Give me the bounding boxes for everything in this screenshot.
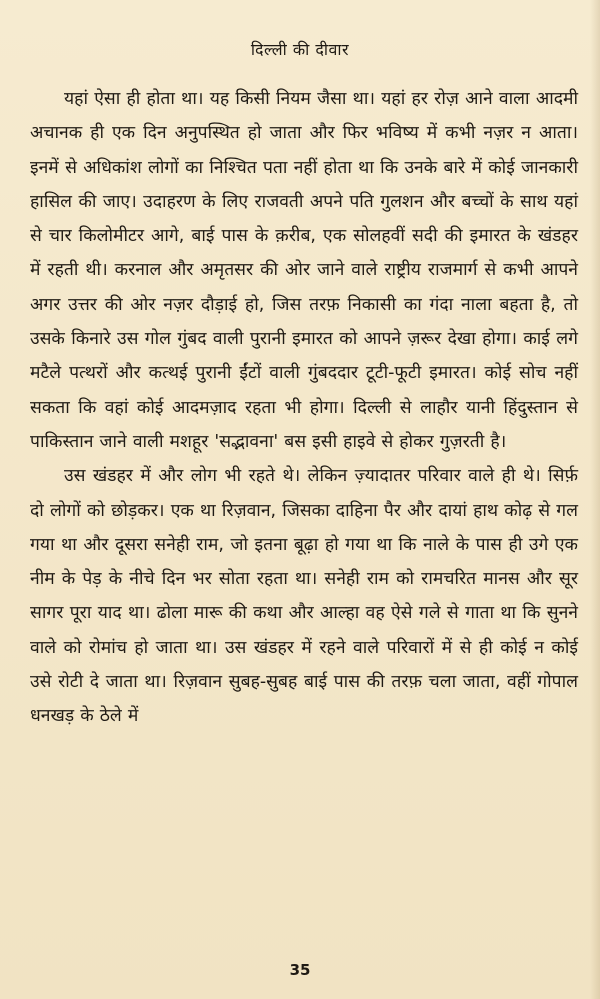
page-edge-shadow [590,0,600,999]
paragraph-2: उस खंडहर में और लोग भी रहते थे। लेकिन ज़्यादातर परिवार वाले ही थे। सिर्फ़ दो लोगों को छोड़कर। एक था रिज़वान, जिसका दाहिना पैर और दायां हाथ कोढ़ से गल गया था और दूसरा सनेही राम, जो इतना बूढ़ा हो गया था कि नाले के पास ही उगे एक नीम के पेड़ के नीचे दिन भर सोता रहता था। सनेही राम को रामचरित मानस और सूर सागर पूरा याद था। ढोला मारू की कथा और आल्हा वह ऐसे गले से गाता था कि सुनने वाले को रोमांच हो जाता था। उस खंडहर में रहने वाले परिवारों में से ही कोई न कोई उसे रोटी दे जाता था। रिज़वान सुबह-सुबह बाई पास की तरफ़ चला जाता, वहीं गोपाल धनखड़ के ठेले में [30,466,578,727]
running-head: दिल्ली की दीवार [250,40,350,59]
page-number: 35 [289,961,311,979]
body-text [30,82,578,734]
paragraph-1: यहां ऐसा ही होता था। यह किसी नियम जैसा था। यहां हर रोज़ आने वाला आदमी अचानक ही एक दिन अनुपस्थित हो जाता और फिर भविष्य में कभी नज़र न आता। इनमें से अधिकांश लोगों का निश्चित पता नहीं होता था कि उनके बारे में कोई जानकारी हासिल की जाए। उदाहरण के लिए राजवती अपने पति गुलशन और बच्चों के साथ यहां से चार किलोमीटर आगे, बाई पास के क़रीब, एक सोलहवीं सदी की इमारत के खंडहर में रहती थी। करनाल और अमृतसर की ओर जाने वाले राष्ट्रीय राजमार्ग से कभी आपने अगर उत्तर की ओर नज़र दौड़ाई हो, जिस तरफ़ निकासी का गंदा नाला बहता है, तो उसके किनारे उस गोल गुंबद वाली पुरानी इमारत को आपने ज़रूर देखा होगा। काई लगे मटैले पत्थरों और कत्थई पुरानी ईंटों वाली गुंबददार टूटी-फूटी इमारत। कोई सोच नहीं सकता कि वहां कोई आदमज़ाद रहता भी होगा। दिल्ली से लाहौर यानी हिंदुस्तान से पाकिस्तान जाने वाली मशहूर 'सद्भावना' बस इसी हाइवे से होकर गुज़रती है। [30,89,578,452]
